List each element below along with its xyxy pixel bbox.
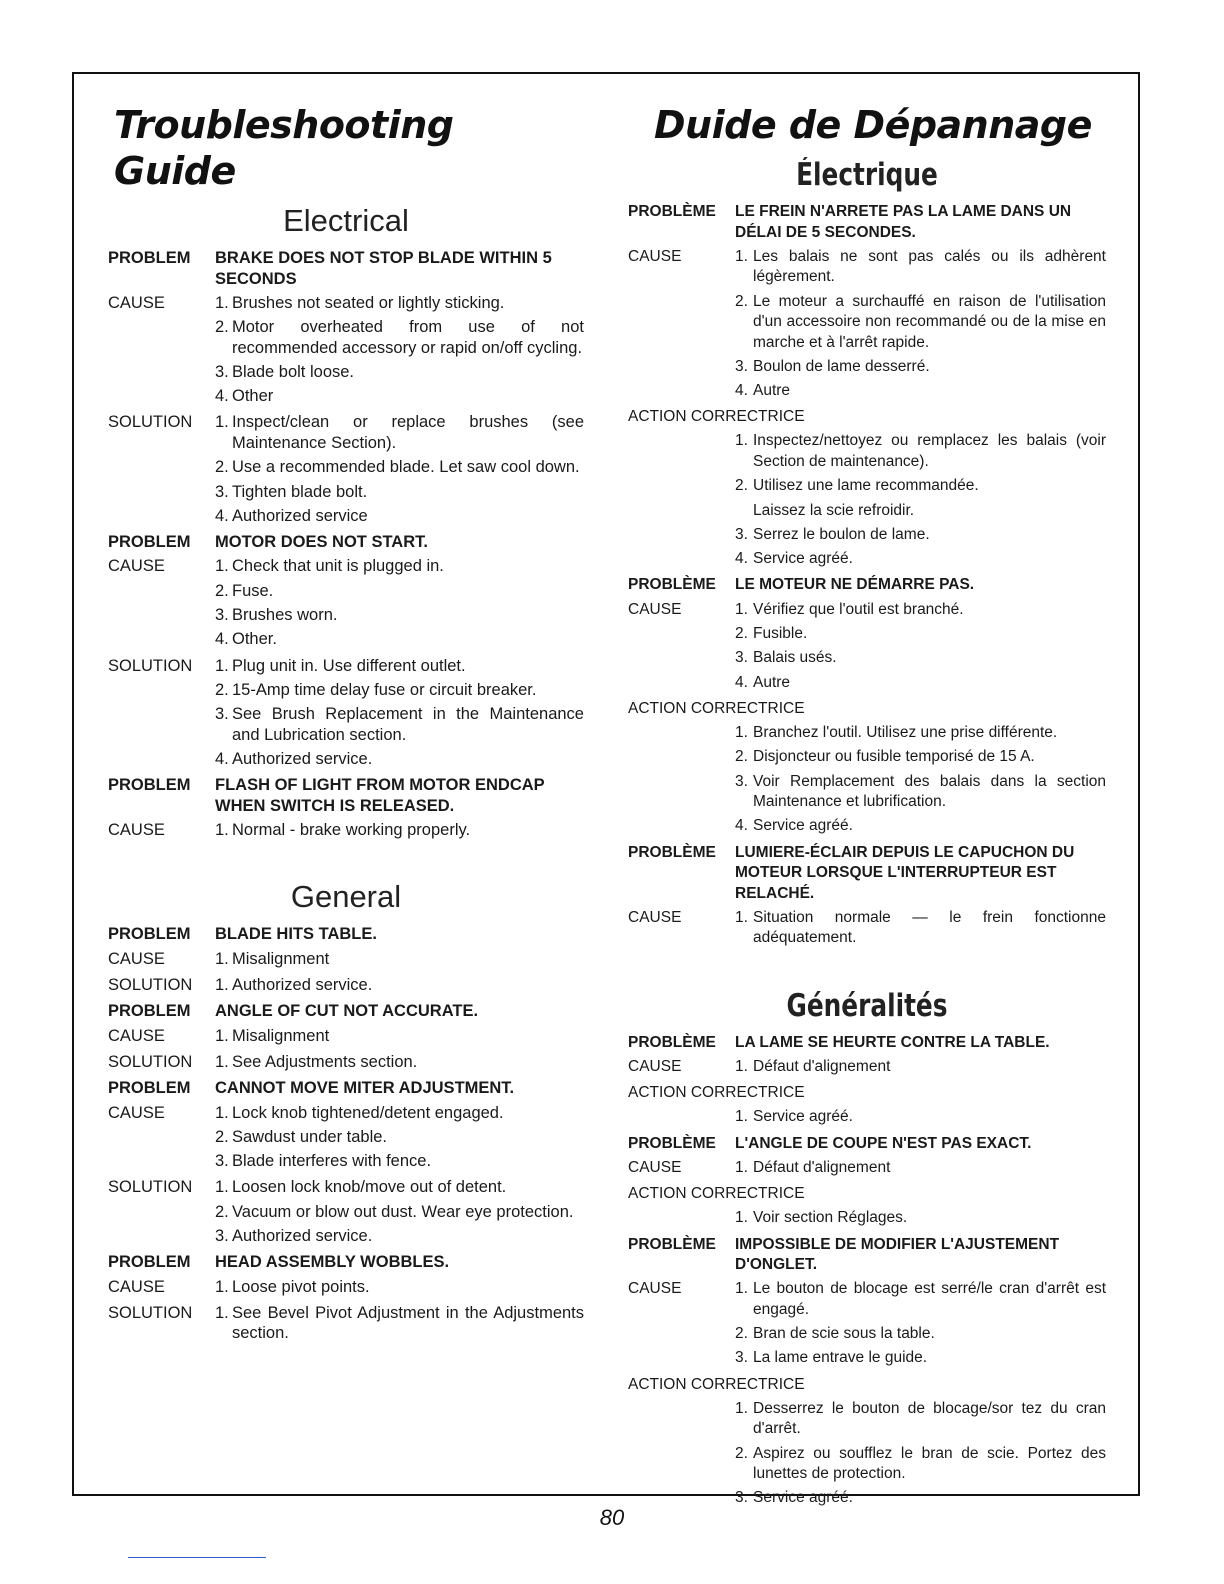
list-item — [215, 1177, 584, 1201]
solution-row — [108, 1050, 584, 1076]
item-number: 4. — [735, 673, 748, 691]
item-number: 4. — [215, 750, 229, 769]
item-text: La lame entrave le guide. — [753, 1349, 928, 1367]
list-item — [735, 816, 1106, 840]
item-text: Inspect/clean or replace brushes (see Maintenance Section). — [232, 413, 584, 452]
problem-row — [108, 530, 584, 554]
item-text: See Brush Replacement in the Maintenance and Lubrication section. — [232, 705, 584, 744]
cause-list — [215, 1275, 584, 1301]
list-item — [735, 1399, 1106, 1444]
list-item — [215, 820, 584, 844]
problem-row — [628, 1233, 1106, 1278]
solution-list — [215, 1301, 584, 1348]
item-text: Disjoncteur ou fusible temporisé de 15 A. — [753, 748, 1035, 766]
problem-label: PROBLEM — [108, 1079, 191, 1098]
list-item — [215, 412, 584, 457]
solution-label: ACTION CORRECTRICE — [628, 1084, 805, 1102]
item-number: 3. — [735, 772, 748, 790]
item-text: Loose pivot points. — [232, 1277, 370, 1296]
list-item — [735, 624, 1106, 648]
item-number: 1. — [215, 656, 229, 675]
item-number: 1. — [215, 1178, 229, 1197]
list-item — [735, 673, 1106, 697]
item-number: 3. — [215, 705, 229, 724]
item-text: Plug unit in. Use different outlet. — [232, 656, 466, 675]
item-number: 4. — [215, 630, 229, 649]
list-item — [215, 293, 584, 317]
list-item — [215, 749, 584, 773]
list-item — [215, 457, 584, 481]
item-text: Serrez le boulon de lame. — [753, 525, 930, 543]
list-item — [215, 1103, 584, 1127]
cause-label: CAUSE — [108, 557, 165, 576]
page-frame — [72, 72, 1140, 1507]
item-text: Authorized service — [232, 506, 368, 525]
english-column — [108, 102, 584, 1348]
solution-list — [215, 654, 584, 774]
problem-label: PROBLÈME — [628, 1235, 716, 1253]
item-number: 1. — [215, 1052, 229, 1071]
list-item — [215, 975, 584, 999]
item-text: Utilisez une lame recommandée. — [753, 477, 979, 495]
solution-label: ACTION CORRECTRICE — [628, 1375, 805, 1393]
problem-label: PROBLÈME — [628, 576, 716, 594]
problem-label: PROBLEM — [108, 776, 191, 795]
list-item — [215, 506, 584, 530]
problem-row — [628, 200, 1106, 245]
problem-text: LA LAME SE HEURTE CONTRE LA TABLE. — [735, 1033, 1050, 1051]
item-text: Service agréé. — [753, 1489, 853, 1507]
item-text: Loosen lock knob/move out of detent. — [232, 1178, 507, 1197]
item-number: 4. — [215, 506, 229, 525]
cause-label: CAUSE — [108, 293, 165, 312]
item-number: 1. — [735, 247, 748, 265]
cause-row — [628, 598, 1106, 697]
page-title-fr: Duide de Dépannage — [654, 103, 1092, 147]
item-number: 1. — [215, 293, 229, 312]
solution-list — [735, 1206, 1106, 1232]
item-number: 2. — [215, 1127, 229, 1146]
item-text: Autre — [753, 673, 791, 691]
problem-text: MOTOR DOES NOT START. — [215, 533, 428, 552]
cause-label: CAUSE — [628, 1158, 682, 1176]
problem-text: L'ANGLE DE COUPE N'EST PAS EXACT. — [735, 1134, 1032, 1152]
item-text: See Adjustments section. — [232, 1052, 418, 1071]
item-number: 3. — [735, 1489, 748, 1507]
list-item — [735, 772, 1106, 817]
cause-list — [215, 1101, 584, 1176]
item-text: Vérifiez que l'outil est branché. — [753, 600, 964, 618]
item-number: 2. — [735, 748, 748, 766]
problem-label: PROBLEM — [108, 925, 191, 944]
cause-row — [628, 245, 1106, 406]
solution-label: SOLUTION — [108, 1178, 193, 1197]
item-number: 3. — [215, 1227, 229, 1245]
list-item — [735, 747, 1106, 771]
item-number: 1. — [735, 1108, 748, 1126]
item-text: Blade interferes with fence. — [232, 1152, 432, 1171]
list-item — [215, 1127, 584, 1151]
cause-list — [215, 291, 584, 411]
problem-label: PROBLEM — [108, 249, 191, 267]
list-item — [215, 1052, 584, 1076]
item-number: 2. — [215, 458, 229, 477]
item-text: Tighten blade bolt. — [232, 482, 368, 501]
item-number: 1. — [735, 432, 748, 450]
solution-label: SOLUTION — [108, 1052, 193, 1071]
item-number: 2. — [735, 292, 748, 310]
cause-row — [108, 291, 584, 411]
solution-list — [735, 1397, 1106, 1513]
item-number: 1. — [215, 949, 229, 968]
cause-row — [108, 1101, 584, 1176]
section-title-generalites: Généralités — [786, 987, 948, 1024]
item-number: 1. — [735, 1209, 748, 1227]
cause-row — [108, 554, 584, 653]
item-number: 1. — [735, 908, 748, 926]
solution-row — [735, 1397, 1106, 1513]
list-item — [215, 362, 584, 386]
problem-row — [108, 1076, 584, 1100]
problem-text: IMPOSSIBLE DE MODIFIER L'AJUSTEMENT D'ONGLET. — [735, 1235, 1060, 1274]
item-text: Service agréé. — [753, 1108, 853, 1126]
item-text: Branchez l'outil. Utilisez une prise différente. — [753, 723, 1058, 741]
item-text: Défaut d'alignement — [753, 1058, 891, 1076]
item-text: Les balais ne sont pas calés ou ils adhèrent légèrement. — [753, 247, 1106, 286]
item-number: 2. — [735, 1325, 748, 1343]
cause-list — [215, 554, 584, 653]
solution-row — [108, 1175, 584, 1250]
list-item — [215, 1226, 584, 1250]
list-item — [735, 549, 1106, 573]
item-text: Le moteur a surchauffé en raison de l'utilisation d'un accessoire non recommandé ou de la mise en marche et à l'arrêt rapide. — [753, 292, 1106, 351]
solution-row — [108, 973, 584, 999]
solution-label: SOLUTION — [108, 1303, 193, 1322]
list-item — [735, 247, 1106, 292]
cause-label: CAUSE — [108, 1277, 165, 1296]
item-number: 1. — [735, 600, 748, 618]
generalites-problems — [628, 1031, 1106, 1513]
cause-list — [735, 1055, 1106, 1081]
cause-label: CAUSE — [628, 600, 682, 618]
item-text: Normal - brake working properly. — [232, 821, 471, 840]
list-item — [215, 1277, 584, 1301]
item-number: 1. — [215, 976, 229, 995]
solution-label: ACTION CORRECTRICE — [628, 408, 805, 426]
problem-row — [108, 246, 584, 291]
problem-label: PROBLEM — [108, 1002, 191, 1021]
problem-text: CANNOT MOVE MITER ADJUSTMENT. — [215, 1079, 515, 1098]
list-item — [735, 525, 1106, 549]
item-number: 3. — [735, 525, 748, 543]
problem-row — [628, 841, 1106, 906]
item-text: Fusible. — [753, 625, 808, 643]
item-number: 4. — [735, 817, 748, 835]
item-text: Blade bolt loose. — [232, 362, 355, 381]
solution-list — [215, 410, 584, 530]
cause-list — [735, 1277, 1106, 1372]
problem-text: LE MOTEUR NE DÉMARRE PAS. — [735, 576, 975, 594]
list-item — [215, 386, 584, 410]
item-number: 2. — [215, 1202, 229, 1221]
list-item — [215, 317, 584, 362]
item-number: 4. — [735, 550, 748, 568]
list-item — [735, 1057, 1106, 1081]
list-item — [735, 476, 1106, 500]
solution-row — [108, 1301, 584, 1348]
item-number: 3. — [215, 606, 229, 625]
general-problems — [108, 922, 584, 1347]
item-text: Vacuum or blow out dust. Wear eye protection. — [232, 1202, 574, 1221]
section-title-general: General — [290, 879, 402, 915]
list-item — [215, 482, 584, 506]
problem-label: PROBLÈME — [628, 1033, 716, 1051]
cause-list — [735, 906, 1106, 953]
solution-row — [735, 429, 1106, 573]
item-number: 1. — [735, 1058, 748, 1076]
list-item — [735, 648, 1106, 672]
solution-row — [735, 721, 1106, 841]
electrical-problems — [108, 246, 584, 844]
item-text: Use a recommended blade. Let saw cool down. — [232, 458, 580, 477]
item-number: 2. — [735, 1444, 748, 1462]
list-item — [215, 704, 584, 749]
list-item — [735, 431, 1106, 476]
item-number: 1. — [735, 723, 748, 741]
list-item — [735, 1444, 1106, 1489]
problem-row — [628, 573, 1106, 597]
list-item — [735, 1348, 1106, 1372]
list-item — [735, 1208, 1106, 1232]
item-text: Défaut d'alignement — [753, 1158, 891, 1176]
problem-text: BLADE HITS TABLE. — [215, 925, 377, 944]
cause-label: CAUSE — [628, 1058, 682, 1076]
solution-label: SOLUTION — [108, 413, 193, 432]
item-text: Service agréé. — [753, 817, 853, 835]
solution-list — [215, 973, 584, 999]
problem-label: PROBLÈME — [628, 203, 716, 220]
solution-row — [735, 1105, 1106, 1131]
list-item — [735, 1324, 1106, 1348]
problem-text: LUMIERE-ÉCLAIR DEPUIS LE CAPUCHON DU MOTEUR LORSQUE L'INTERRUPTEUR EST RELACHÉ. — [735, 843, 1075, 902]
french-column — [628, 102, 1106, 1513]
list-item — [215, 1303, 584, 1348]
item-text: Lock knob tightened/detent engaged. — [232, 1103, 504, 1122]
item-number: 2. — [215, 680, 229, 699]
cause-row — [628, 906, 1106, 953]
section-title-electrical: Electrical — [283, 203, 409, 238]
solution-list — [735, 429, 1106, 573]
item-text: Situation normale — le frein fonctionne adéquatement. — [753, 908, 1106, 947]
list-item — [735, 908, 1106, 953]
list-item — [735, 1107, 1106, 1131]
list-item — [215, 581, 584, 605]
list-item — [735, 381, 1106, 405]
item-number: 3. — [735, 357, 748, 375]
list-item — [735, 501, 1106, 525]
item-text: Check that unit is plugged in. — [232, 557, 444, 576]
list-item — [735, 1158, 1106, 1182]
page-title: Troubleshooting Guide — [114, 103, 454, 193]
cause-row — [628, 1055, 1106, 1081]
list-item — [215, 629, 584, 653]
problem-row — [108, 922, 584, 946]
item-number: 2. — [215, 581, 229, 600]
item-text: Brushes worn. — [232, 606, 338, 625]
solution-label: SOLUTION — [108, 976, 193, 995]
cause-label: CAUSE — [628, 1280, 682, 1298]
problem-label: PROBLEM — [108, 1253, 191, 1272]
item-number: 1. — [215, 1103, 229, 1122]
problem-row — [628, 1132, 1106, 1156]
cause-row — [108, 1275, 584, 1301]
item-number — [735, 501, 753, 522]
solution-label: ACTION CORRECTRICE — [628, 699, 805, 717]
cause-label: CAUSE — [628, 247, 682, 265]
cause-list — [215, 818, 584, 844]
solution-list — [735, 1105, 1106, 1131]
cause-row — [628, 1277, 1106, 1372]
link-underline — [128, 1557, 266, 1558]
item-text: Le bouton de blocage est serré/le cran d'arrêt est engagé. — [753, 1280, 1106, 1318]
problem-row — [108, 1250, 584, 1274]
item-number: 4. — [735, 382, 748, 400]
item-number: 1. — [215, 413, 229, 432]
cause-row — [108, 818, 584, 844]
list-item — [215, 556, 584, 580]
cause-list — [735, 245, 1106, 406]
list-item — [735, 723, 1106, 747]
solution-list — [215, 1050, 584, 1076]
list-item — [215, 1151, 584, 1175]
item-number: 2. — [735, 625, 748, 643]
item-number: 1. — [735, 1399, 748, 1417]
solution-label: SOLUTION — [108, 656, 193, 675]
list-item — [735, 600, 1106, 624]
cause-label: CAUSE — [108, 949, 165, 968]
item-text: Sawdust under table. — [232, 1127, 388, 1146]
list-item — [735, 292, 1106, 357]
problem-row — [628, 1031, 1106, 1055]
list-item — [215, 656, 584, 680]
cause-label: CAUSE — [108, 1103, 165, 1122]
item-number: 1. — [735, 1280, 748, 1298]
problem-text: FLASH OF LIGHT FROM MOTOR ENDCAP WHEN SWITCH IS RELEASED. — [215, 776, 545, 815]
cause-list — [735, 598, 1106, 697]
item-text: Bran de scie sous la table. — [753, 1325, 935, 1343]
problem-label: PROBLEM — [108, 533, 191, 552]
list-item — [215, 680, 584, 704]
item-number: 4. — [215, 387, 229, 406]
item-text: Voir section Réglages. — [753, 1209, 908, 1227]
item-number: 1. — [215, 1026, 229, 1045]
item-text: Brushes not seated or lightly sticking. — [232, 293, 505, 312]
item-text: Desserrez le bouton de blocage/sor tez du cran d'arrêt. — [753, 1399, 1106, 1438]
list-item — [215, 605, 584, 629]
item-text: Service agréé. — [753, 550, 853, 568]
cause-label: CAUSE — [108, 821, 165, 840]
item-text: Misalignment — [232, 949, 330, 968]
solution-row — [108, 410, 584, 530]
cause-row — [628, 1156, 1106, 1182]
cause-list — [215, 1024, 584, 1050]
solution-row — [735, 1206, 1106, 1232]
problem-row — [108, 999, 584, 1023]
solution-label: ACTION CORRECTRICE — [628, 1185, 805, 1203]
problem-text: LE FREIN N'ARRETE PAS LA LAME DANS UN DÉLAI DE 5 SECONDES. — [735, 203, 1072, 241]
item-number: 2. — [735, 477, 748, 495]
item-text: 15-Amp time delay fuse or circuit breaker. — [232, 680, 537, 699]
item-text: Fuse. — [232, 581, 274, 600]
problem-text: ANGLE OF CUT NOT ACCURATE. — [215, 1002, 479, 1021]
cause-label: CAUSE — [108, 1026, 165, 1045]
item-text: Balais usés. — [753, 649, 837, 667]
list-item — [735, 357, 1106, 381]
item-text: Authorized service. — [232, 976, 373, 995]
item-number: 1. — [215, 557, 229, 576]
item-text: Authorized service. — [232, 1227, 373, 1245]
solution-row — [108, 654, 584, 774]
section-title-electrique: Électrique — [796, 157, 938, 193]
item-text: Other — [232, 387, 274, 406]
item-number: 1. — [215, 1277, 229, 1296]
list-item — [735, 1279, 1106, 1324]
cause-row — [108, 947, 584, 973]
item-number: 1. — [735, 1158, 748, 1176]
item-number: 3. — [215, 362, 229, 381]
list-item — [215, 1026, 584, 1050]
item-text: Aspirez ou soufflez le bran de scie. Portez des lunettes de protection. — [753, 1444, 1106, 1482]
problem-row — [108, 773, 584, 818]
item-number: 2. — [215, 318, 229, 337]
cause-list — [735, 1156, 1106, 1182]
problem-text: BRAKE DOES NOT STOP BLADE WITHIN 5 SECONDS — [215, 249, 552, 288]
item-number: 3. — [735, 1349, 748, 1367]
item-text: Boulon de lame desserré. — [753, 357, 930, 375]
cause-list — [215, 947, 584, 973]
solution-list — [735, 721, 1106, 841]
problem-text: HEAD ASSEMBLY WOBBLES. — [215, 1253, 450, 1272]
item-text: Authorized service. — [232, 750, 373, 769]
item-text: Autre — [753, 382, 791, 400]
cause-row — [108, 1024, 584, 1050]
item-text: Laissez la scie refroidir. — [753, 501, 915, 519]
item-text: Misalignment — [232, 1026, 330, 1045]
item-text: Other. — [232, 630, 277, 649]
electrique-problems — [628, 200, 1106, 953]
item-number: 1. — [215, 1303, 229, 1322]
list-item — [215, 1202, 584, 1226]
item-number: 3. — [735, 649, 748, 667]
item-text: See Bevel Pivot Adjustment in the Adjustments section. — [232, 1303, 584, 1343]
problem-label: PROBLÈME — [628, 843, 716, 861]
solution-list — [215, 1175, 584, 1250]
item-text: Motor overheated from use of not recommended accessory or rapid on/off cycling. — [232, 318, 584, 357]
item-number: 3. — [215, 482, 229, 501]
page-number: 80 — [599, 1505, 625, 1530]
list-item — [215, 949, 584, 973]
cause-label: CAUSE — [628, 908, 682, 926]
item-text: Voir Remplacement des balais dans la section Maintenance et lubrification. — [753, 772, 1106, 811]
item-text: Inspectez/nettoyez ou remplacez les balais (voir Section de maintenance). — [753, 432, 1106, 470]
problem-label: PROBLÈME — [628, 1134, 716, 1152]
item-number: 1. — [215, 821, 229, 840]
item-number: 3. — [215, 1152, 229, 1171]
